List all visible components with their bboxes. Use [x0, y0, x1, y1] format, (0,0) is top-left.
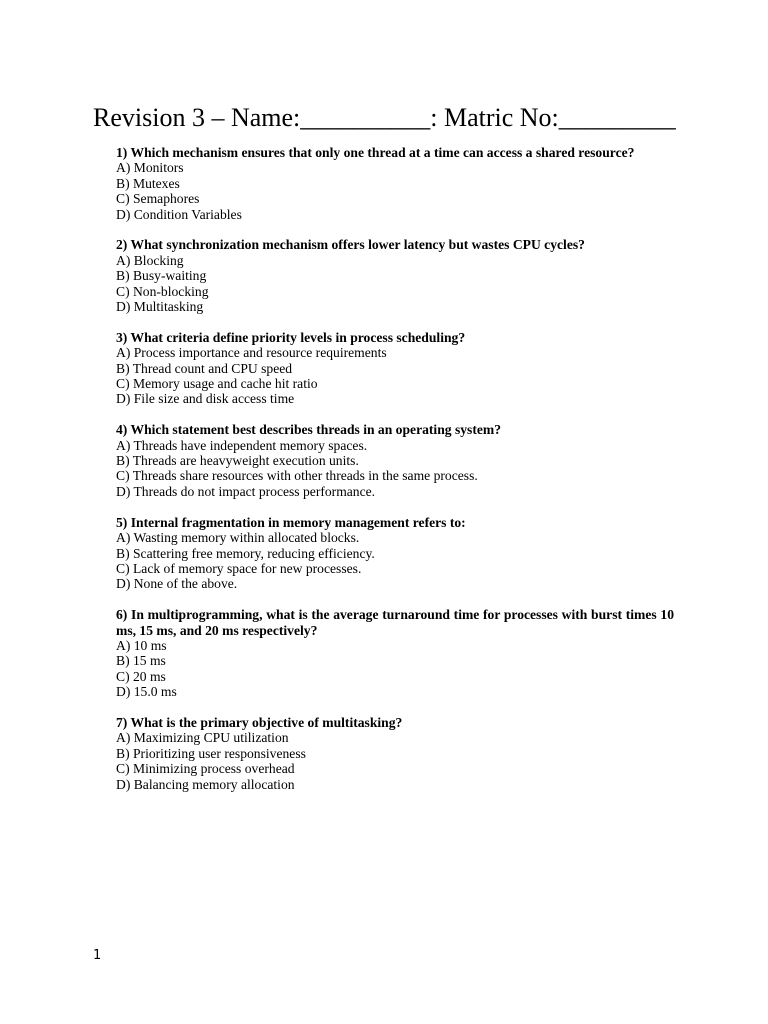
question-5 [116, 515, 674, 592]
answer-option-a: A) Threads have independent memory spaces. [116, 437, 368, 453]
answer-option-b: B) Scattering free memory, reducing efficiency. [116, 545, 375, 561]
answer-option-b: B) Busy-waiting [116, 268, 207, 284]
answer-option-c: C) Memory usage and cache hit ratio [116, 376, 318, 392]
answer-option-d: D) 15.0 ms [116, 684, 177, 700]
answer-option-c: C) 20 ms [116, 668, 166, 684]
question-text: 7) What is the primary objective of multitasking? [116, 714, 403, 730]
answer-option-a: A) Maximizing CPU utilization [116, 730, 289, 746]
question-text: 6) In multiprogramming, what is the average turnaround time for processes with burst times 10 ms, 15 ms, and 20 ms respectively? [116, 607, 674, 638]
answer-option-d: D) Condition Variables [116, 206, 242, 222]
answer-option-a: A) Process importance and resource requirements [116, 345, 387, 361]
answer-option-d: D) Multitasking [116, 299, 204, 315]
answer-option-b: B) Thread count and CPU speed [116, 360, 293, 376]
answer-option-c: C) Threads share resources with other threads in the same process. [116, 468, 478, 484]
answer-option-b: B) Mutexes [116, 175, 180, 191]
answer-option-d: D) Threads do not impact process performance. [116, 483, 376, 499]
question-list [116, 145, 674, 807]
answer-option-b: B) 15 ms [116, 653, 166, 669]
document-title: Revision 3 – Name:__________: Matric No:_________ [93, 103, 676, 132]
question-text: 2) What synchronization mechanism offers lower latency but wastes CPU cycles? [116, 237, 585, 253]
answer-option-a: A) Wasting memory within allocated blocks. [116, 530, 360, 546]
question-text: 5) Internal fragmentation in memory management refers to: [116, 514, 466, 530]
answer-option-a: A) Monitors [116, 160, 184, 176]
question-text: 3) What criteria define priority levels in process scheduling? [116, 329, 466, 345]
answer-option-a: A) 10 ms [116, 637, 167, 653]
answer-option-d: D) Balancing memory allocation [116, 776, 295, 792]
question-2 [116, 237, 674, 314]
question-text: 1) Which mechanism ensures that only one thread at a time can access a shared resource? [116, 145, 635, 160]
answer-option-d: D) File size and disk access time [116, 391, 295, 407]
question-3 [116, 330, 674, 407]
answer-option-c: C) Non-blocking [116, 283, 209, 299]
answer-option-c: C) Lack of memory space for new processes. [116, 560, 362, 576]
question-6 [116, 607, 674, 699]
question-7 [116, 715, 674, 792]
answer-option-b: B) Threads are heavyweight execution units. [116, 453, 359, 469]
answer-option-b: B) Prioritizing user responsiveness [116, 745, 306, 761]
question-1 [116, 145, 674, 222]
answer-option-a: A) Blocking [116, 252, 184, 268]
question-4 [116, 422, 674, 499]
answer-option-c: C) Minimizing process overhead [116, 761, 295, 777]
page-number: 1 [93, 948, 102, 963]
answer-option-d: D) None of the above. [116, 576, 238, 592]
question-text: 4) Which statement best describes threads in an operating system? [116, 422, 502, 438]
answer-option-c: C) Semaphores [116, 191, 200, 207]
